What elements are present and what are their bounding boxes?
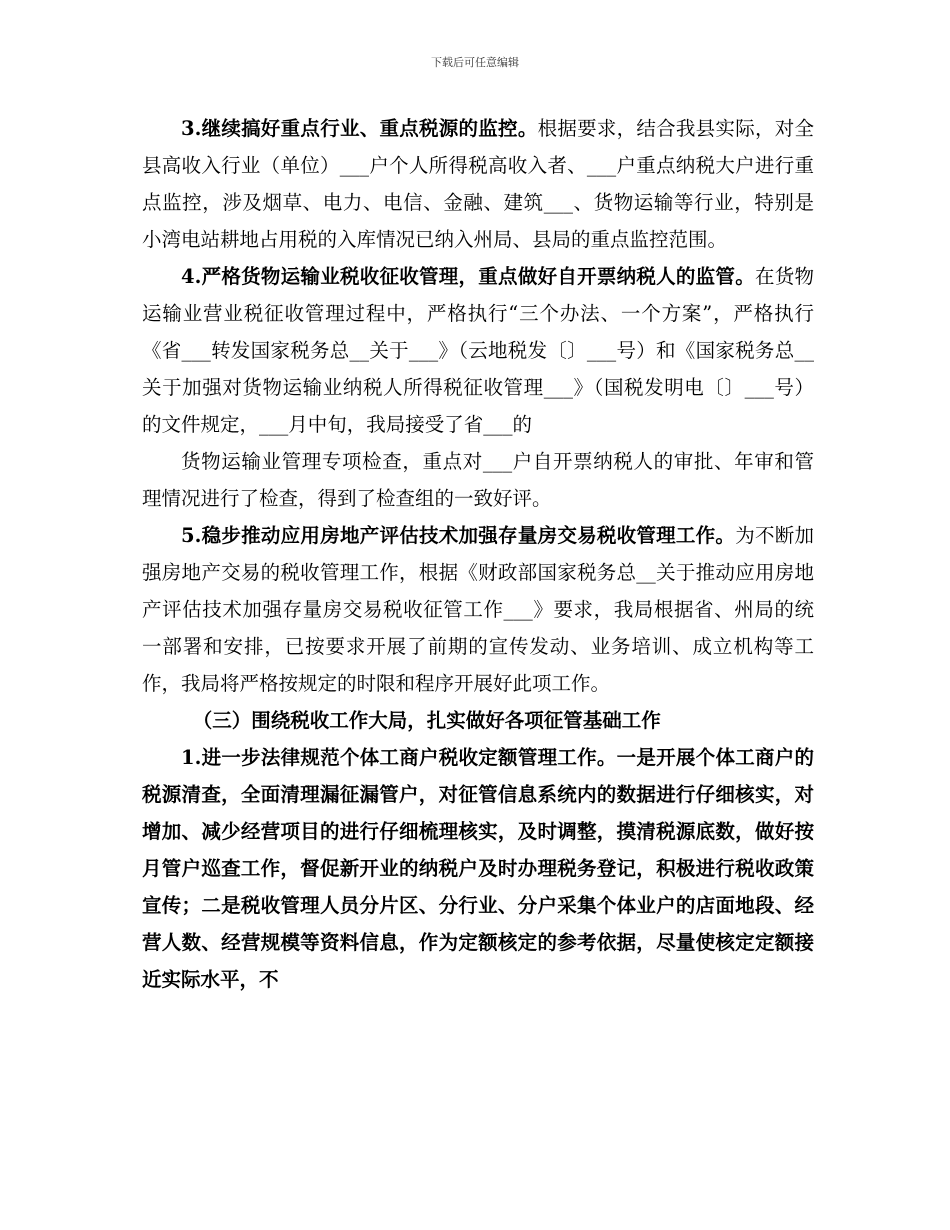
paragraph-text: 为不断加强房地产交易的税收管理工作，根据《财政部国家税务总__关于推动应用房地产评估技术加强存量房交易税收征管工作___》要求，我局根据省、州局的统一部署和安排，已按要求开展了前期的宣传发动、业务培训、成立机构等工作，我局将严格按规定的时限和程序开展好此项工作。 [142,524,814,695]
paragraph-text: 根据要求，结合我县实际，对全县高收入行业（单位）___户个人所得税高收入者、___户重点纳税大户进行重点监控，涉及烟草、电力、电信、金融、建筑___、货物运输等行业，特别是小湾电站耕地占用税的入库情况已纳入州局、县局的重点监控范围。 [142,117,814,251]
paragraph-freight-tax [142,258,814,443]
paragraph-heading: 4.严格货物运输业税收征收管理，重点做好自开票纳税人的监管。 [181,265,755,288]
paragraph-individual-business-quota: 1.进一步法律规范个体工商户税收定额管理工作。一是开展个体工商户的税源清查，全面清理漏征漏管户，对征管信息系统内的数据进行仔细核实，对增加、减少经营项目的进行仔细梳理核实，及时调整，摸清税源底数，做好按月管户巡查工作，督促新开业的纳税户及时办理税务登记，积极进行税收政策宣传；二是税收管理人员分片区、分行业、分户采集个体业户的店面地段、经营人数、经营规模等资料信息，作为定额核定的参考依据，尽量使核定定额接近实际水平，不 [142,746,814,991]
paragraph-heading: 3.继续搞好重点行业、重点税源的监控。 [181,117,538,140]
section-heading-3: （三）围绕税收工作大局，扎实做好各项征管基础工作 [192,709,661,732]
paragraph-freight-inspection: 货物运输业管理专项检查，重点对___户自开票纳税人的审批、年审和管理情况进行了检查，得到了检查组的一致好评。 [142,450,814,510]
paragraph-heading: 5.稳步推动应用房地产评估技术加强存量房交易税收管理工作。 [181,524,736,547]
document-body [142,110,814,998]
page-header: 下载后可任意编辑 [431,56,519,69]
paragraph-text: 在货物运输业营业税征收管理过程中，严格执行“三个办法、一个方案”，严格执行《省___转发国家税务总__关于___》（云地税发〔〕___号）和《国家税务总__关于加强对货物运输业纳税人所得税征收管理___》（国税发明电〔〕___号）的文件规定，___月中旬，我局接受了省___的 [142,265,814,436]
paragraph-key-industry-monitoring [142,110,814,258]
paragraph-real-estate-assessment [142,517,814,702]
